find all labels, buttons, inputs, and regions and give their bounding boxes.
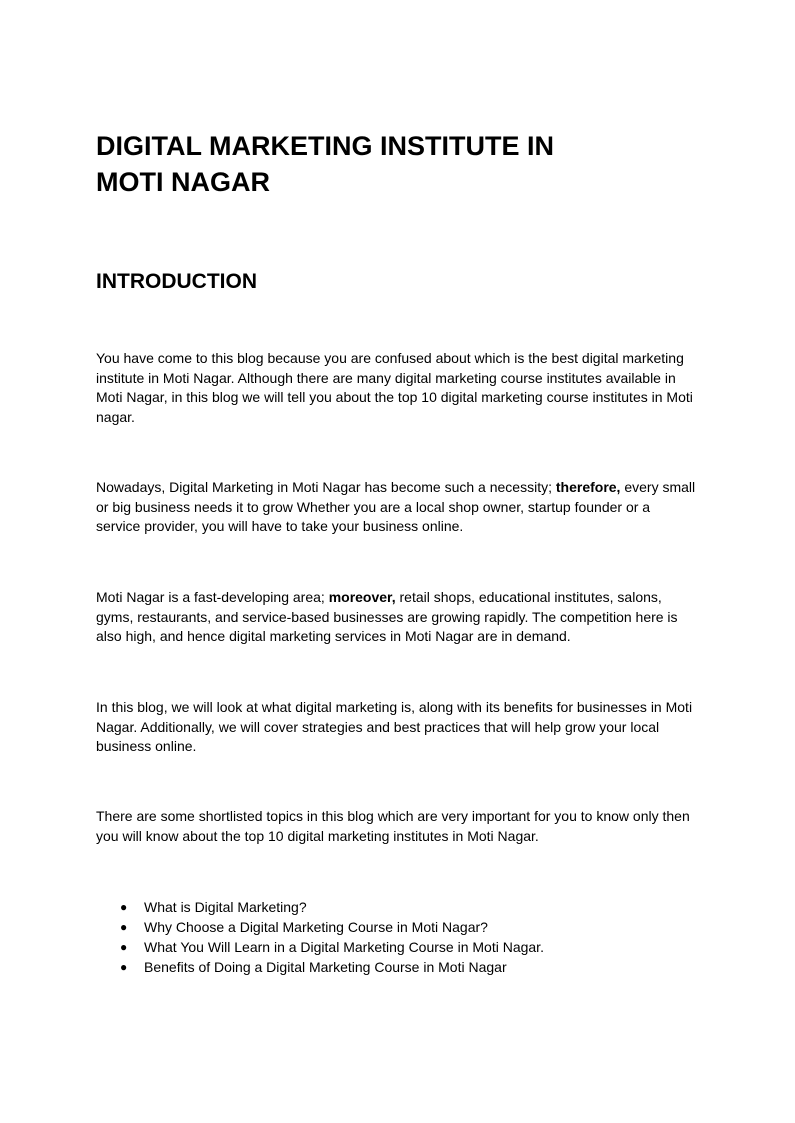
list-item: [96, 938, 544, 958]
section-heading-introduction: INTRODUCTION: [96, 270, 257, 293]
topics-list: [96, 898, 544, 978]
paragraph-2-text-a: Nowadays, Digital Marketing in Moti Nagar has become such a necessity;: [96, 479, 556, 495]
list-item-text: Benefits of Doing a Digital Marketing Course in Moti Nagar: [144, 958, 507, 975]
list-item: [96, 898, 544, 918]
paragraph-3-bold: moreover,: [328, 589, 396, 605]
list-item: [96, 958, 544, 978]
intro-paragraph-1: You have come to this blog because you are confused about which is the best digital marketing institute in Moti Nagar. Although there are many digital marketing course institutes available in Moti Nagar, in this blog we will tell you about the top 10 digital marketing course institutes in Moti nagar.: [96, 350, 693, 425]
list-item-text: What is Digital Marketing?: [144, 899, 307, 915]
intro-paragraph-5: There are some shortlisted topics in this blog which are very important for you to know only then you will know about the top 10 digital marketing institutes in Moti Nagar.: [96, 808, 690, 844]
paragraph-3-text-b: retail shops, educational institutes, salons, gyms, restaurants, and service-based businesses are growing rapidly. The competition here is also high, and hence digital marketing services in Moti Nagar are in demand.: [96, 589, 678, 645]
bullet-icon: ●: [120, 959, 128, 974]
document-title: [96, 128, 696, 200]
title-line-2: MOTI NAGAR: [96, 167, 270, 197]
paragraph-3-text-a: Moti Nagar is a fast-developing area;: [96, 589, 329, 605]
intro-paragraph-4: In this blog, we will look at what digital marketing is, along with its benefits for businesses in Moti Nagar. Additionally, we will cover strategies and best practices that will help grow your local business online.: [96, 699, 693, 755]
list-item-text: Why Choose a Digital Marketing Course in Moti Nagar?: [144, 918, 488, 935]
paragraph-2-text-b: every small or big business needs it to grow Whether you are a local shop owner, startup founder or a service provider, you will have to take your business online.: [96, 479, 696, 535]
intro-paragraph-3: [96, 588, 696, 647]
list-item: [96, 918, 544, 938]
title-line-1: DIGITAL MARKETING INSTITUTE IN: [96, 131, 554, 161]
paragraph-2-bold: therefore,: [555, 479, 621, 495]
list-item-text: What You Will Learn in a Digital Marketing Course in Moti Nagar.: [144, 938, 544, 955]
bullet-icon: ●: [120, 919, 128, 934]
intro-paragraph-2: [96, 478, 696, 537]
bullet-icon: ●: [120, 939, 128, 954]
bullet-icon: ●: [120, 900, 128, 914]
